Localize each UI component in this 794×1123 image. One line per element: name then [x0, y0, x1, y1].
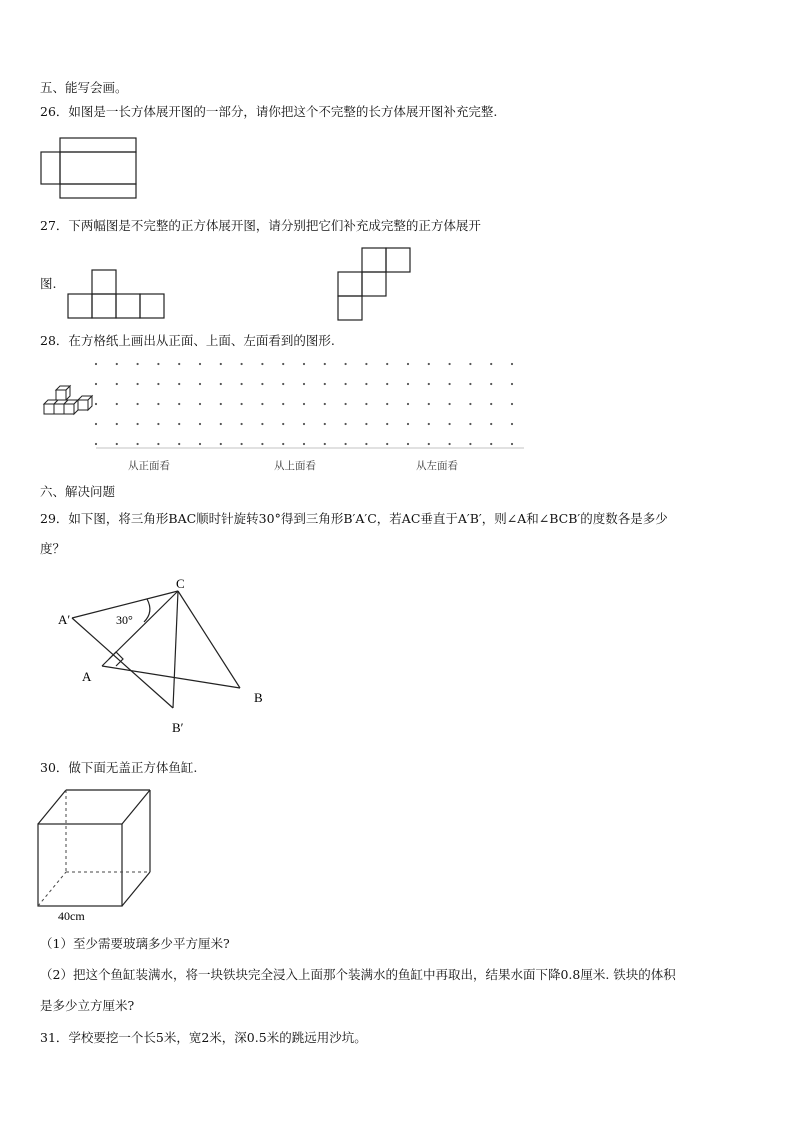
grid-dot: [157, 383, 159, 385]
grid-dot: [449, 423, 451, 425]
grid-dot: [469, 423, 471, 425]
cube-net-right: [336, 246, 414, 322]
grid-dot: [137, 423, 139, 425]
point-b: B: [254, 690, 263, 705]
grid-dot: [95, 403, 97, 405]
grid-dot: [199, 383, 201, 385]
grid-dot: [365, 443, 367, 445]
grid-dot: [490, 383, 492, 385]
grid-dot: [137, 363, 139, 365]
grid-dot: [469, 443, 471, 445]
grid-dot: [407, 363, 409, 365]
point-a: A: [82, 669, 92, 684]
grid-dot: [345, 423, 347, 425]
question-30: 30．做下面无盖正方体鱼缸.: [40, 760, 198, 775]
grid-dot: [199, 403, 201, 405]
grid-dot: [324, 443, 326, 445]
grid-dot: [95, 443, 97, 445]
grid-dot: [241, 403, 243, 405]
grid-dot: [365, 403, 367, 405]
grid-dot: [220, 383, 222, 385]
grid-dot: [282, 423, 284, 425]
grid-dot: [303, 363, 305, 365]
grid-dot: [261, 363, 263, 365]
grid-dot: [116, 443, 118, 445]
grid-dot: [199, 443, 201, 445]
grid-dot: [116, 363, 118, 365]
grid-dot: [178, 363, 180, 365]
angle-30-label: 30°: [116, 613, 133, 627]
grid-dot: [511, 403, 513, 405]
grid-dot: [365, 423, 367, 425]
grid-dot: [137, 403, 139, 405]
grid-dot: [95, 423, 97, 425]
cuboid-net-partial: [38, 136, 142, 204]
grid-dot: [241, 383, 243, 385]
grid-dot: [261, 383, 263, 385]
grid-dot: [261, 403, 263, 405]
grid-dot: [324, 423, 326, 425]
grid-dot: [469, 403, 471, 405]
grid-dot: [407, 403, 409, 405]
grid-dot: [511, 423, 513, 425]
grid-dot: [282, 363, 284, 365]
grid-dot: [220, 363, 222, 365]
grid-dot: [303, 383, 305, 385]
grid-dot: [199, 423, 201, 425]
grid-dot: [303, 423, 305, 425]
grid-dot: [282, 383, 284, 385]
grid-dot: [199, 363, 201, 365]
grid-dot: [428, 383, 430, 385]
question-30-part-1: （1）至少需要玻璃多少平方厘米?: [40, 936, 230, 951]
grid-dot: [490, 443, 492, 445]
question-29: 29．如下图，将三角形BAC顺时针旋转30°得到三角形B′A′C，若AC垂直于A′B′，则∠A和∠BCB′的度数各是多少: [40, 511, 668, 526]
grid-dot: [345, 443, 347, 445]
question-26: 26．如图是一长方体展开图的一部分，请你把这个不完整的长方体展开图补充完整.: [40, 104, 498, 119]
label-front-view: 从正面看: [128, 460, 170, 472]
grid-dot: [449, 443, 451, 445]
grid-dot: [449, 363, 451, 365]
grid-dot: [407, 443, 409, 445]
grid-dot: [324, 363, 326, 365]
grid-dot: [469, 363, 471, 365]
grid-dot: [449, 383, 451, 385]
grid-dot: [469, 383, 471, 385]
grid-dot: [178, 383, 180, 385]
grid-dot: [137, 383, 139, 385]
section-five-title: 五、能写会画。: [40, 80, 128, 95]
grid-dot: [386, 363, 388, 365]
grid-dot: [428, 363, 430, 365]
grid-dot: [490, 423, 492, 425]
grid-dot: [407, 423, 409, 425]
open-cube-tank-figure: [36, 786, 156, 922]
grid-dot: [511, 363, 513, 365]
grid-dot: [490, 403, 492, 405]
grid-dot: [386, 423, 388, 425]
grid-dot: [220, 403, 222, 405]
grid-dot: [511, 383, 513, 385]
grid-dot: [303, 443, 305, 445]
grid-dot: [137, 443, 139, 445]
grid-dot: [241, 363, 243, 365]
question-29-cont: 度？: [40, 541, 66, 556]
label-left-view: 从左面看: [416, 460, 458, 472]
grid-dot: [157, 363, 159, 365]
grid-dot: [157, 443, 159, 445]
rotated-triangles-figure: [50, 578, 280, 738]
grid-dot: [428, 443, 430, 445]
grid-dot: [116, 383, 118, 385]
grid-dot: [95, 383, 97, 385]
question-31: 31．学校要挖一个长5米，宽2米，深0.5米的跳远用沙坑。: [40, 1030, 367, 1045]
grid-dot: [241, 423, 243, 425]
grid-dot: [386, 383, 388, 385]
dot-grid-paper: [92, 360, 528, 450]
grid-dot: [220, 423, 222, 425]
grid-dot: [261, 443, 263, 445]
grid-dot: [511, 443, 513, 445]
question-27: 27．下两幅图是不完整的正方体展开图，请分别把它们补充成完整的正方体展开: [40, 218, 481, 233]
question-30-part-2-cont: 是多少立方厘米?: [40, 998, 135, 1013]
point-c: C: [176, 578, 185, 591]
cube-net-left: [66, 268, 168, 320]
grid-dot: [428, 403, 430, 405]
small-cubes-figure: [38, 382, 94, 422]
grid-dot: [490, 363, 492, 365]
grid-dot: [178, 443, 180, 445]
grid-dot: [345, 383, 347, 385]
grid-dot: [345, 403, 347, 405]
grid-dot: [345, 363, 347, 365]
label-top-view: 从上面看: [274, 460, 316, 472]
grid-dot: [303, 403, 305, 405]
grid-dot: [157, 403, 159, 405]
point-a-prime: A′: [58, 612, 71, 627]
grid-dot: [324, 383, 326, 385]
grid-dot: [157, 423, 159, 425]
question-30-part-2: （2）把这个鱼缸装满水，将一块铁块完全浸入上面那个装满水的鱼缸中再取出，结果水面下降0.8厘米. 铁块的体积: [40, 967, 676, 982]
section-six-title: 六、解决问题: [40, 484, 116, 499]
question-28: 28．在方格纸上画出从正面、上面、左面看到的图形.: [40, 333, 335, 348]
question-27-cont: 图.: [40, 276, 57, 291]
grid-dot: [282, 403, 284, 405]
tank-dimension-label: 40cm: [58, 909, 85, 922]
grid-dot: [365, 383, 367, 385]
grid-dot: [95, 363, 97, 365]
grid-dot: [324, 403, 326, 405]
grid-dot: [261, 423, 263, 425]
grid-dot: [386, 403, 388, 405]
point-b-prime: B′: [172, 720, 184, 735]
grid-dot: [178, 423, 180, 425]
grid-dot: [407, 383, 409, 385]
grid-dot: [449, 403, 451, 405]
grid-dot: [116, 423, 118, 425]
grid-dot: [178, 403, 180, 405]
grid-dot: [428, 423, 430, 425]
grid-dot: [220, 443, 222, 445]
grid-dot: [282, 443, 284, 445]
grid-dot: [116, 403, 118, 405]
grid-dot: [365, 363, 367, 365]
grid-dot: [386, 443, 388, 445]
grid-dot: [241, 443, 243, 445]
